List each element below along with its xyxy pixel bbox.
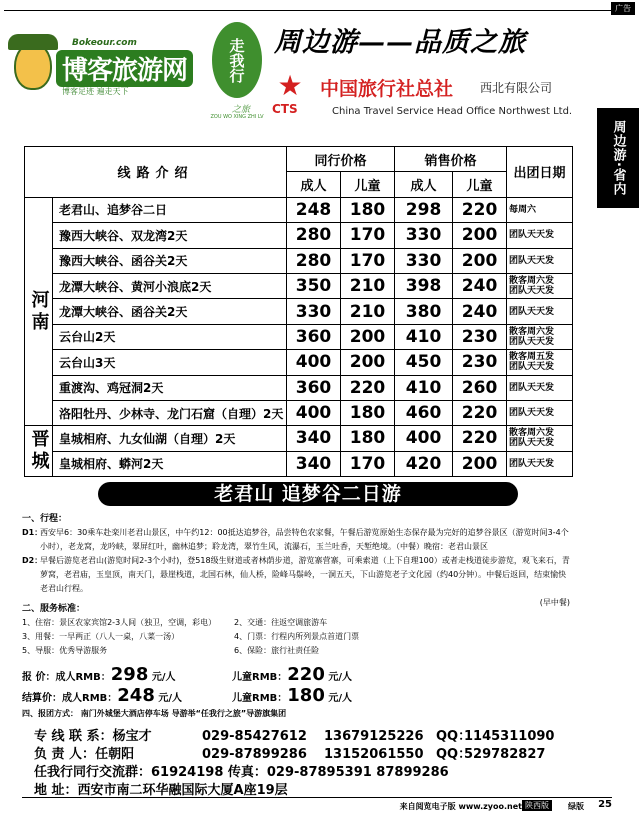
route-row[interactable] bbox=[25, 324, 573, 349]
schedule bbox=[507, 350, 573, 375]
peer-child-price: 170 bbox=[341, 451, 395, 476]
cts-abbr: CTS bbox=[272, 102, 298, 116]
cts-name-en: China Travel Service Head Office Northwest Ltd. bbox=[332, 106, 573, 117]
route-name: 皇城相府、九女仙湖（自理）2天 bbox=[53, 426, 287, 451]
route-table bbox=[24, 146, 573, 477]
schedule-line: 散客周六发 bbox=[509, 276, 555, 287]
zwx-logo[interactable] bbox=[202, 22, 272, 126]
peer-adult-price: 340 bbox=[287, 426, 341, 451]
contact-row: 专 线 联 系：杨宝才 029-85427612 13679125226 QQ： 1145311090 bbox=[34, 729, 555, 744]
peer-child-price: 180 bbox=[341, 197, 395, 222]
peer-adult-price: 350 bbox=[287, 273, 341, 298]
services-grid bbox=[22, 616, 570, 658]
quote-adult-price: 298 bbox=[110, 664, 149, 685]
schedule-line: 团队天天发 bbox=[509, 336, 555, 347]
footer bbox=[22, 797, 612, 813]
top-rule bbox=[4, 10, 634, 11]
sale-adult-price: 380 bbox=[395, 299, 453, 324]
schedule bbox=[507, 400, 573, 425]
sale-child-price: 240 bbox=[453, 273, 507, 298]
header bbox=[8, 16, 580, 130]
sale-adult-header: 成人 bbox=[395, 172, 453, 197]
route-name: 豫西大峡谷、函谷关2天 bbox=[53, 248, 287, 273]
schedule bbox=[507, 273, 573, 298]
schedule bbox=[507, 375, 573, 400]
route-name: 重渡沟、鸡冠洞2天 bbox=[53, 375, 287, 400]
sale-adult-price: 460 bbox=[395, 400, 453, 425]
quote-price: 报 价：成人RMB：298 元/人 儿童RMB：220 元/人 bbox=[22, 664, 352, 685]
sale-child-price: 200 bbox=[453, 248, 507, 273]
schedule-line: 团队天天发 bbox=[509, 255, 555, 266]
peer-child-price: 200 bbox=[341, 350, 395, 375]
sale-child-price: 220 bbox=[453, 400, 507, 425]
contact-row: 负 责 人：任朝阳 029-87899286 13152061550 QQ： 529782827 bbox=[34, 747, 546, 762]
sale-adult-price: 410 bbox=[395, 324, 453, 349]
sale-adult-price: 398 bbox=[395, 273, 453, 298]
boke-subtitle: 博客足迹 遍走天下 bbox=[62, 87, 129, 96]
sale-adult-price: 330 bbox=[395, 223, 453, 248]
route-name: 云台山3天 bbox=[53, 350, 287, 375]
route-row[interactable] bbox=[25, 426, 573, 451]
route-name: 龙潭大峡谷、黄河小浪底2天 bbox=[53, 273, 287, 298]
sale-child-price: 220 bbox=[453, 426, 507, 451]
sale-child-price: 260 bbox=[453, 375, 507, 400]
schedule bbox=[507, 197, 573, 222]
zwx-pinyin: ZOU WO XING ZHI LV bbox=[210, 114, 264, 120]
day-2-meal: (早中餐) bbox=[539, 598, 570, 607]
day-1-label: D1： bbox=[22, 528, 43, 537]
schedule bbox=[507, 451, 573, 476]
route-row[interactable] bbox=[25, 299, 573, 324]
sale-child-price: 200 bbox=[453, 223, 507, 248]
schedule bbox=[507, 426, 573, 451]
peer-adult-price: 360 bbox=[287, 324, 341, 349]
route-name: 老君山、追梦谷二日 bbox=[53, 197, 287, 222]
route-row[interactable] bbox=[25, 197, 573, 222]
page-number: 25 bbox=[598, 799, 612, 810]
cts-name-cn: 中国旅行社总社 bbox=[320, 78, 454, 100]
leaf-icon: 走我行 bbox=[212, 22, 262, 98]
route-row[interactable] bbox=[25, 375, 573, 400]
departure-header: 出团日期 bbox=[507, 147, 573, 198]
schedule bbox=[507, 324, 573, 349]
contacts bbox=[34, 728, 555, 800]
service-item: 2、交通：往返空调旅游车 bbox=[234, 618, 328, 627]
peer-price-header: 同行价格 bbox=[287, 147, 395, 172]
schedule-line: 团队天天发 bbox=[509, 438, 555, 449]
route-name: 洛阳牡丹、少林寺、龙门石窟（自理）2天 bbox=[53, 400, 287, 425]
peer-adult-price: 280 bbox=[287, 248, 341, 273]
sale-child-price: 220 bbox=[453, 197, 507, 222]
route-name: 龙潭大峡谷、函谷关2天 bbox=[53, 299, 287, 324]
sale-child-price: 230 bbox=[453, 350, 507, 375]
schedule-line: 散客周六发 bbox=[509, 326, 555, 337]
peer-child-price: 200 bbox=[341, 324, 395, 349]
boke-logo[interactable] bbox=[8, 34, 198, 114]
peer-adult-price: 400 bbox=[287, 400, 341, 425]
route-row[interactable] bbox=[25, 350, 573, 375]
peer-child-price: 170 bbox=[341, 223, 395, 248]
schedule bbox=[507, 248, 573, 273]
peer-adult-price: 330 bbox=[287, 299, 341, 324]
peer-child-header: 儿童 bbox=[341, 172, 395, 197]
schedule-line: 散客周六发 bbox=[509, 428, 555, 439]
day-1-text: 西安早6：30乘车赴栾川老君山景区，中午约12：00抵达追梦谷，品尝特色农家餐，午餐后游览原始生态保存最为完好的追梦谷景区（游览时间3-4个小时），老龙窝，龙吟峡，翠屏红叶，幽林追梦；聆龙湾，翠竹生风，流瀑石，玉兰吐香，天堑绝境。（中餐）晚宿：老君山景区 bbox=[40, 528, 569, 551]
itinerary bbox=[22, 512, 570, 610]
address-line: 地 址：西安市南二环华融国际大厦A座19层 bbox=[34, 783, 288, 798]
schedule-line: 团队天天发 bbox=[509, 458, 555, 469]
day-2-label: D2： bbox=[22, 556, 43, 565]
sale-child-price: 230 bbox=[453, 324, 507, 349]
sale-adult-price: 410 bbox=[395, 375, 453, 400]
region-label: 晋城 bbox=[25, 426, 53, 477]
schedule-line: 团队天天发 bbox=[509, 382, 555, 393]
ad-tag: 广告 bbox=[611, 2, 635, 15]
service-item: 4、门票：行程内所列景点首道门票 bbox=[234, 632, 360, 641]
settle-price: 结算价：成人RMB：248 元/人 儿童RMB：180 元/人 bbox=[22, 685, 352, 706]
sale-price-header: 销售价格 bbox=[395, 147, 507, 172]
route-banner: 老君山 追梦谷二日游 bbox=[98, 482, 518, 506]
peer-adult-price: 400 bbox=[287, 350, 341, 375]
footer-text[interactable]: 来自阅览电子版 www.zyoo.net bbox=[399, 802, 522, 811]
route-row[interactable] bbox=[25, 248, 573, 273]
boke-url: Bokeour.com bbox=[72, 38, 137, 48]
table-title: 线路介绍 bbox=[25, 147, 287, 198]
itinerary-title: 一、行程： bbox=[22, 514, 68, 524]
zwx-tag: 之旅 bbox=[232, 105, 251, 115]
schedule-line: 团队天天发 bbox=[509, 286, 555, 297]
sale-adult-price: 400 bbox=[395, 426, 453, 451]
peer-child-price: 210 bbox=[341, 273, 395, 298]
peer-adult-price: 248 bbox=[287, 197, 341, 222]
cts-branch: 西北有限公司 bbox=[480, 81, 553, 95]
sale-adult-price: 420 bbox=[395, 451, 453, 476]
group-line: 任我行同行交流群：61924198 传真：029-87895391 87899286 bbox=[34, 765, 449, 780]
side-tab: 周边游·省内 bbox=[597, 108, 639, 208]
sale-adult-price: 450 bbox=[395, 350, 453, 375]
route-row[interactable] bbox=[25, 273, 573, 298]
itinerary-day-2 bbox=[22, 554, 570, 596]
peer-child-price: 220 bbox=[341, 375, 395, 400]
day-2-text: 早餐后游览老君山(游览时间2-3个小时)，登518级生财道或者林荫步道，游览寨营寨，可乘索道（上下自理100）或者走栈道徒步游览，观飞来石，青萝窝，老君庙，玉皇顶，南天门，悬崖栈道，北国石林，仙人桥，险峰马鬃岭，一洞五天，下山游览老子文化园（约40分钟）。中餐后返回，结束愉快老君山行程。 bbox=[40, 556, 570, 593]
service-item: 6、保险：旅行社责任险 bbox=[234, 646, 320, 655]
peer-adult-price: 280 bbox=[287, 223, 341, 248]
schedule bbox=[507, 223, 573, 248]
sale-child-price: 200 bbox=[453, 451, 507, 476]
route-name: 皇城相府、蟒河2天 bbox=[53, 451, 287, 476]
route-row[interactable] bbox=[25, 223, 573, 248]
peer-child-price: 180 bbox=[341, 426, 395, 451]
service-item: 3、用餐：一早两正（八人一桌，八菜一汤） bbox=[22, 632, 180, 641]
settle-adult-price: 248 bbox=[117, 685, 155, 706]
schedule-line: 每周六 bbox=[509, 204, 537, 215]
slogan: 周边游——品质之旅 bbox=[274, 27, 526, 58]
edition-badge: 陕西版 bbox=[522, 800, 552, 811]
boke-name: 博客旅游网 bbox=[56, 50, 193, 87]
route-body bbox=[25, 197, 573, 476]
peer-child-price: 170 bbox=[341, 248, 395, 273]
route-name: 云台山2天 bbox=[53, 324, 287, 349]
route-row[interactable] bbox=[25, 451, 573, 476]
sale-adult-price: 330 bbox=[395, 248, 453, 273]
sale-child-header: 儿童 bbox=[453, 172, 507, 197]
schedule-line: 团队天天发 bbox=[509, 230, 555, 241]
hat-icon bbox=[8, 34, 58, 50]
peer-adult-header: 成人 bbox=[287, 172, 341, 197]
region-label: 河南 bbox=[25, 197, 53, 426]
services-title: 二、服务标准： bbox=[22, 604, 86, 614]
route-name: 豫西大峡谷、双龙湾2天 bbox=[53, 223, 287, 248]
service-item: 1、住宿：景区农家宾馆2-3人间（独卫，空调，彩电） bbox=[22, 618, 217, 627]
schedule-line: 团队天天发 bbox=[509, 362, 555, 373]
peer-adult-price: 340 bbox=[287, 451, 341, 476]
schedule bbox=[507, 299, 573, 324]
cts-star-icon: ★ bbox=[277, 69, 303, 102]
sale-adult-price: 298 bbox=[395, 197, 453, 222]
quote-child-price: 220 bbox=[287, 664, 325, 685]
service-item: 5、导服：优秀导游服务 bbox=[22, 646, 108, 655]
peer-adult-price: 360 bbox=[287, 375, 341, 400]
sale-child-price: 240 bbox=[453, 299, 507, 324]
schedule-line: 团队天天发 bbox=[509, 408, 555, 419]
booking-method: 四、报团方式： 南门外城堡大酒店停车场 导游举“任我行之旅”导游旗集团 bbox=[22, 709, 287, 718]
services bbox=[22, 602, 570, 658]
settle-child-price: 180 bbox=[287, 685, 325, 706]
peer-child-price: 210 bbox=[341, 299, 395, 324]
schedule-line: 团队天天发 bbox=[509, 306, 555, 317]
route-row[interactable] bbox=[25, 400, 573, 425]
schedule-line: 散客周五发 bbox=[509, 352, 555, 363]
peer-child-price: 180 bbox=[341, 400, 395, 425]
itinerary-day-1 bbox=[22, 526, 570, 554]
edition-label: 绿版 bbox=[568, 802, 584, 811]
